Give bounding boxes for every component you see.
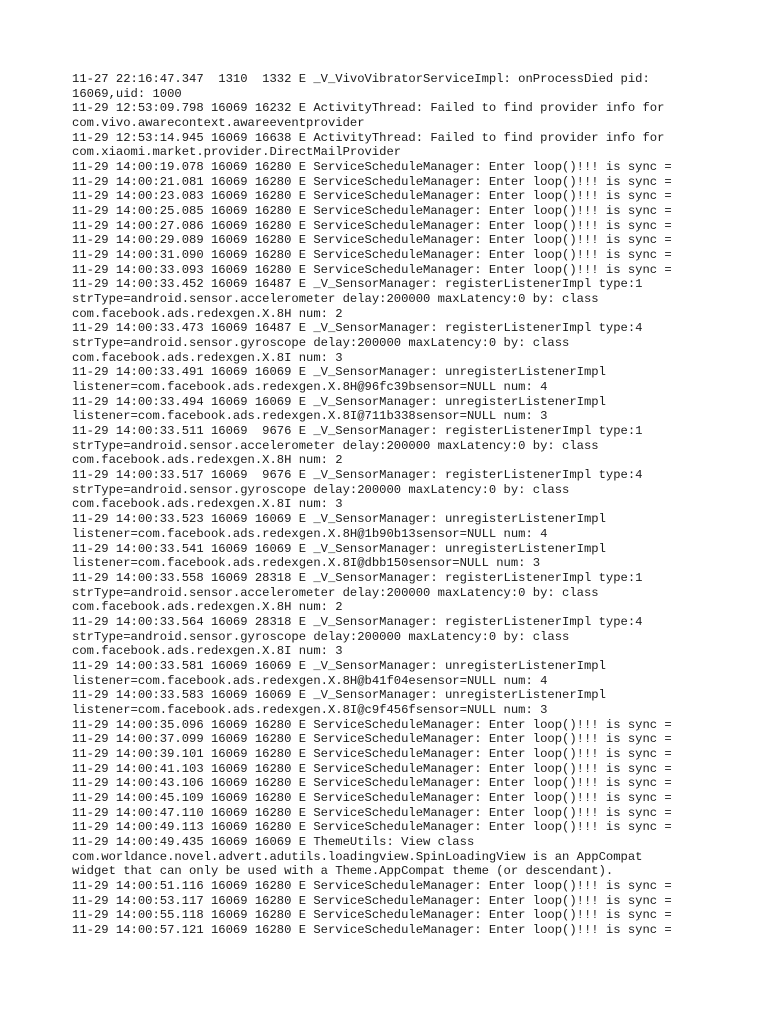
log-line: 11-29 14:00:51.116 16069 16280 E ServiceScheduleManager: Enter loop()!!! is sync = xyxy=(72,878,672,893)
log-line: 11-29 14:00:33.517 16069 9676 E _V_SensorManager: registerListenerImpl type:4 xyxy=(72,468,643,483)
log-line: 11-29 14:00:25.085 16069 16280 E ServiceScheduleManager: Enter loop()!!! is sync = xyxy=(72,204,672,219)
log-line: 11-29 14:00:33.494 16069 16069 E _V_SensorManager: unregisterListenerImpl xyxy=(72,394,606,409)
log-line: 11-29 14:00:45.109 16069 16280 E ServiceScheduleManager: Enter loop()!!! is sync = xyxy=(72,790,672,805)
log-line: 11-29 14:00:23.083 16069 16280 E ServiceScheduleManager: Enter loop()!!! is sync = xyxy=(72,189,672,204)
log-line: 11-29 14:00:33.558 16069 28318 E _V_SensorManager: registerListenerImpl type:1 xyxy=(72,570,643,585)
log-line: 11-29 14:00:19.078 16069 16280 E ServiceScheduleManager: Enter loop()!!! is sync = xyxy=(72,160,672,175)
log-line: 11-29 14:00:37.099 16069 16280 E ServiceScheduleManager: Enter loop()!!! is sync = xyxy=(72,732,672,747)
log-line: listener=com.facebook.ads.redexgen.X.8H@96fc39bsensor=NULL num: 4 xyxy=(72,380,548,395)
log-line: 11-29 14:00:55.118 16069 16280 E ServiceScheduleManager: Enter loop()!!! is sync = xyxy=(72,908,672,923)
log-line: 11-29 14:00:47.110 16069 16280 E ServiceScheduleManager: Enter loop()!!! is sync = xyxy=(72,805,672,820)
log-line: 11-29 14:00:33.473 16069 16487 E _V_SensorManager: registerListenerImpl type:4 xyxy=(72,321,643,336)
log-line: 11-29 14:00:33.541 16069 16069 E _V_SensorManager: unregisterListenerImpl xyxy=(72,541,606,556)
log-text-block xyxy=(72,72,712,938)
log-line: 11-29 14:00:31.090 16069 16280 E ServiceScheduleManager: Enter loop()!!! is sync = xyxy=(72,248,672,263)
log-line: listener=com.facebook.ads.redexgen.X.8H@b41f04esensor=NULL num: 4 xyxy=(72,673,548,688)
log-line: 11-29 14:00:33.583 16069 16069 E _V_SensorManager: unregisterListenerImpl xyxy=(72,688,606,703)
log-line: strType=android.sensor.accelerometer delay:200000 maxLatency:0 by: class xyxy=(72,292,599,307)
log-line: 16069,uid: 1000 xyxy=(72,86,182,101)
log-line: strType=android.sensor.gyroscope delay:200000 maxLatency:0 by: class xyxy=(72,629,570,644)
log-line: com.facebook.ads.redexgen.X.8I num: 3 xyxy=(72,350,343,365)
log-line: strType=android.sensor.gyroscope delay:200000 maxLatency:0 by: class xyxy=(72,336,570,351)
log-line: 11-29 14:00:39.101 16069 16280 E ServiceScheduleManager: Enter loop()!!! is sync = xyxy=(72,746,672,761)
log-line: 11-29 14:00:27.086 16069 16280 E ServiceScheduleManager: Enter loop()!!! is sync = xyxy=(72,218,672,233)
log-line: com.facebook.ads.redexgen.X.8H num: 2 xyxy=(72,600,343,615)
log-line: listener=com.facebook.ads.redexgen.X.8H@1b90b13sensor=NULL num: 4 xyxy=(72,526,548,541)
log-line: listener=com.facebook.ads.redexgen.X.8I@711b338sensor=NULL num: 3 xyxy=(72,409,548,424)
log-line: 11-29 14:00:29.089 16069 16280 E ServiceScheduleManager: Enter loop()!!! is sync = xyxy=(72,233,672,248)
log-line: 11-29 14:00:57.121 16069 16280 E ServiceScheduleManager: Enter loop()!!! is sync = xyxy=(72,922,672,937)
log-line: 11-29 14:00:33.523 16069 16069 E _V_SensorManager: unregisterListenerImpl xyxy=(72,512,606,527)
log-line: 11-27 22:16:47.347 1310 1332 E _V_VivoVibratorServiceImpl: onProcessDied pid: xyxy=(72,72,650,86)
log-line: 11-29 14:00:35.096 16069 16280 E ServiceScheduleManager: Enter loop()!!! is sync = xyxy=(72,717,672,732)
log-line: 11-29 14:00:49.113 16069 16280 E ServiceScheduleManager: Enter loop()!!! is sync = xyxy=(72,820,672,835)
log-line: listener=com.facebook.ads.redexgen.X.8I@c9f456fsensor=NULL num: 3 xyxy=(72,702,548,717)
log-line: widget that can only be used with a Theme.AppCompat theme (or descendant). xyxy=(72,864,614,879)
log-line: 11-29 14:00:33.511 16069 9676 E _V_SensorManager: registerListenerImpl type:1 xyxy=(72,424,643,439)
log-line: strType=android.sensor.accelerometer delay:200000 maxLatency:0 by: class xyxy=(72,585,599,600)
log-line: 11-29 14:00:33.581 16069 16069 E _V_SensorManager: unregisterListenerImpl xyxy=(72,658,606,673)
log-line: 11-29 14:00:33.564 16069 28318 E _V_SensorManager: registerListenerImpl type:4 xyxy=(72,614,643,629)
log-line: com.facebook.ads.redexgen.X.8H num: 2 xyxy=(72,453,343,468)
log-line: 11-29 14:00:33.491 16069 16069 E _V_SensorManager: unregisterListenerImpl xyxy=(72,365,606,380)
log-line: 11-29 14:00:33.452 16069 16487 E _V_SensorManager: registerListenerImpl type:1 xyxy=(72,277,643,292)
log-line: com.facebook.ads.redexgen.X.8I num: 3 xyxy=(72,644,343,659)
log-line: strType=android.sensor.gyroscope delay:200000 maxLatency:0 by: class xyxy=(72,482,570,497)
log-line: listener=com.facebook.ads.redexgen.X.8I@dbb150sensor=NULL num: 3 xyxy=(72,556,541,571)
log-line: com.xiaomi.market.provider.DirectMailProvider xyxy=(72,145,402,160)
log-line: 11-29 14:00:33.093 16069 16280 E ServiceScheduleManager: Enter loop()!!! is sync = xyxy=(72,262,672,277)
log-line: 11-29 14:00:53.117 16069 16280 E ServiceScheduleManager: Enter loop()!!! is sync = xyxy=(72,893,672,908)
log-line: 11-29 14:00:41.103 16069 16280 E ServiceScheduleManager: Enter loop()!!! is sync = xyxy=(72,761,672,776)
log-line: 11-29 12:53:14.945 16069 16638 E ActivityThread: Failed to find provider info for xyxy=(72,130,665,145)
log-line: com.vivo.awarecontext.awareeventprovider xyxy=(72,116,365,131)
log-line: 11-29 14:00:49.435 16069 16069 E ThemeUtils: View class xyxy=(72,834,475,849)
log-line: strType=android.sensor.accelerometer delay:200000 maxLatency:0 by: class xyxy=(72,438,599,453)
log-line: 11-29 14:00:21.081 16069 16280 E ServiceScheduleManager: Enter loop()!!! is sync = xyxy=(72,174,672,189)
log-line: 11-29 14:00:43.106 16069 16280 E ServiceScheduleManager: Enter loop()!!! is sync = xyxy=(72,776,672,791)
log-line: com.worldance.novel.advert.adutils.loadingview.SpinLoadingView is an AppCompat xyxy=(72,849,643,864)
log-line: com.facebook.ads.redexgen.X.8H num: 2 xyxy=(72,306,343,321)
log-line: com.facebook.ads.redexgen.X.8I num: 3 xyxy=(72,497,343,512)
log-line: 11-29 12:53:09.798 16069 16232 E ActivityThread: Failed to find provider info for xyxy=(72,101,665,116)
